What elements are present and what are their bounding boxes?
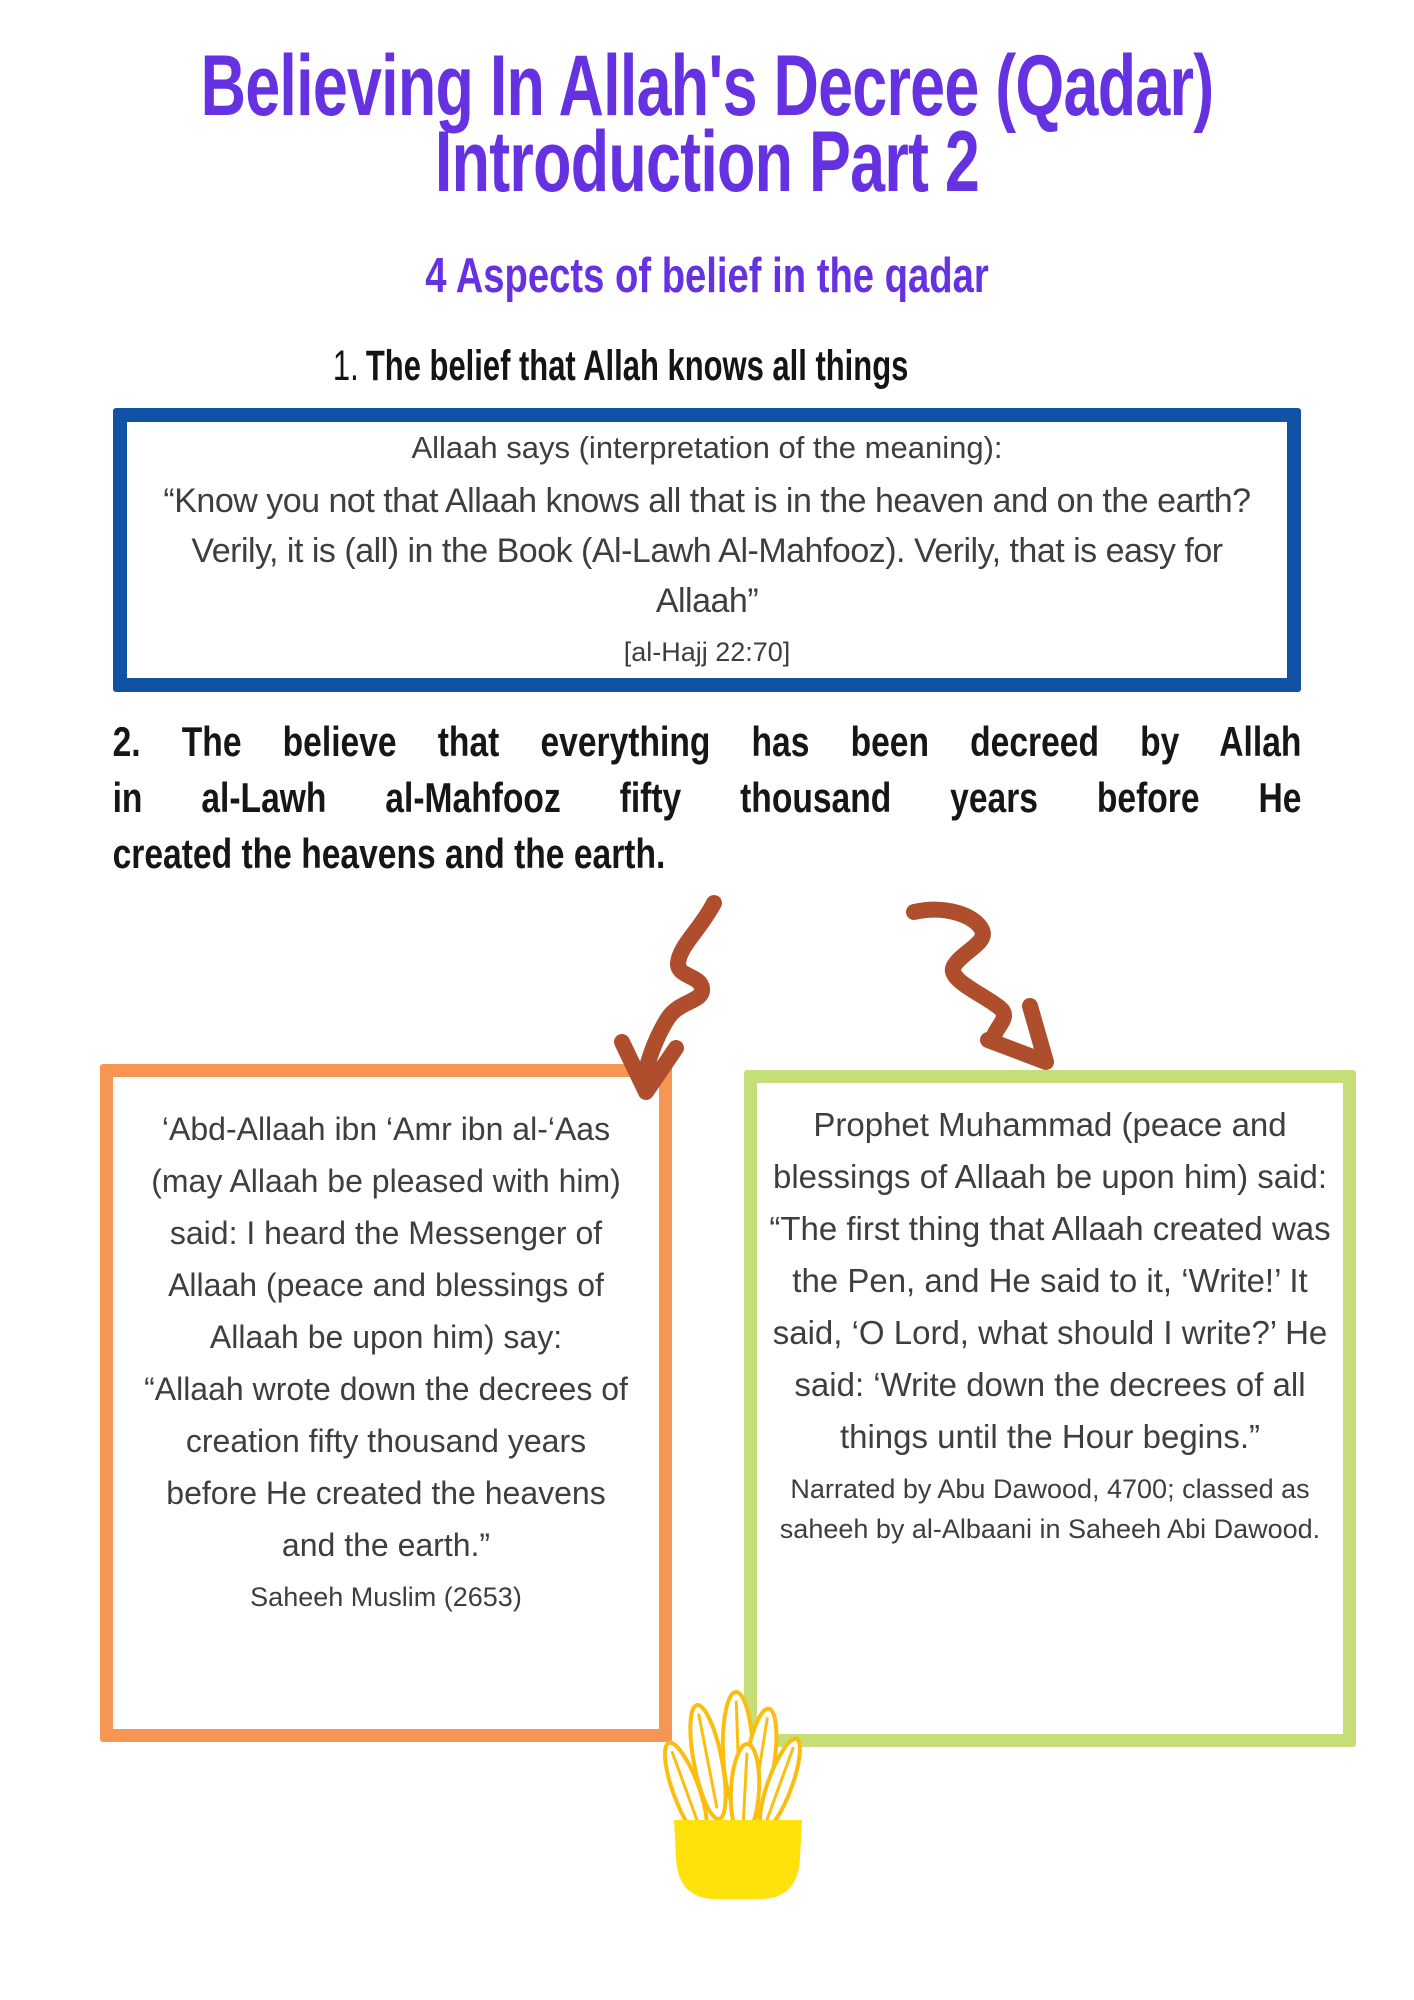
- quote-reference: [al-Hajj 22:70]: [623, 637, 791, 667]
- quote-intro: Allaah says (interpretation of the meaning):: [411, 430, 1003, 465]
- hadith-reference: Narrated by Abu Dawood, 4700; classed as saheeh by al-Albaani in Saheeh Abi Dawood.: [779, 1474, 1321, 1544]
- hadith-box-left: [100, 1064, 672, 1742]
- hadith-attribution: ‘Abd-Allaah ibn ‘Amr ibn al-‘Aas (may Allaah be pleased with him) said: I heard the Messenger of Allaah (peace and blessings of Allaah be upon him) say:: [151, 1111, 621, 1355]
- section1-heading: [198, 340, 1216, 392]
- page-subtitle: 4 Aspects of belief in the qadar: [425, 249, 989, 303]
- squiggly-arrow-right-icon: [914, 910, 1046, 1062]
- section2-line: 2. The believe that everything has been decreed by Allah: [112, 718, 1302, 765]
- section2-line: created the heavens and the earth.: [112, 830, 666, 877]
- page-title: [191, 38, 1223, 210]
- quote-text: “Know you not that Allaah knows all that is in the heaven and on the earth? Verily, it is (all) in the Book (Al-Lawh Al-Mahfooz). Verily, that is easy for Allaah”: [163, 482, 1251, 620]
- section2-heading: [113, 714, 1302, 882]
- hadith-reference: Saheeh Muslim (2653): [250, 1582, 522, 1612]
- hadith-quote: “Allaah wrote down the decrees of creation fifty thousand years before He created the heavens and the earth.”: [144, 1371, 628, 1563]
- page-title-line-1: Believing In Allah's Decree (Qadar): [200, 38, 1214, 134]
- section1-heading-text: The belief that Allah knows all things: [365, 342, 909, 390]
- section2-line: in al-Lawh al-Mahfooz fifty thousand years before He: [112, 774, 1302, 821]
- hadith-box-right: [744, 1070, 1356, 1747]
- hadith-quote: “The first thing that Allaah created was the Pen, and He said to it, ‘Write!’ It said, ‘O Lord, what should I write?’ He said: ‘Write down the decrees of all things until the Hour begins.”: [769, 1210, 1331, 1455]
- page-title-line-2: Introduction Part 2: [434, 114, 980, 210]
- hadith-attribution: Prophet Muhammad (peace and blessings of Allaah be upon him) said:: [772, 1106, 1327, 1195]
- quran-quote-box: [113, 408, 1301, 692]
- plant-pot: [674, 1820, 802, 1899]
- section1-number: 1.: [332, 342, 359, 390]
